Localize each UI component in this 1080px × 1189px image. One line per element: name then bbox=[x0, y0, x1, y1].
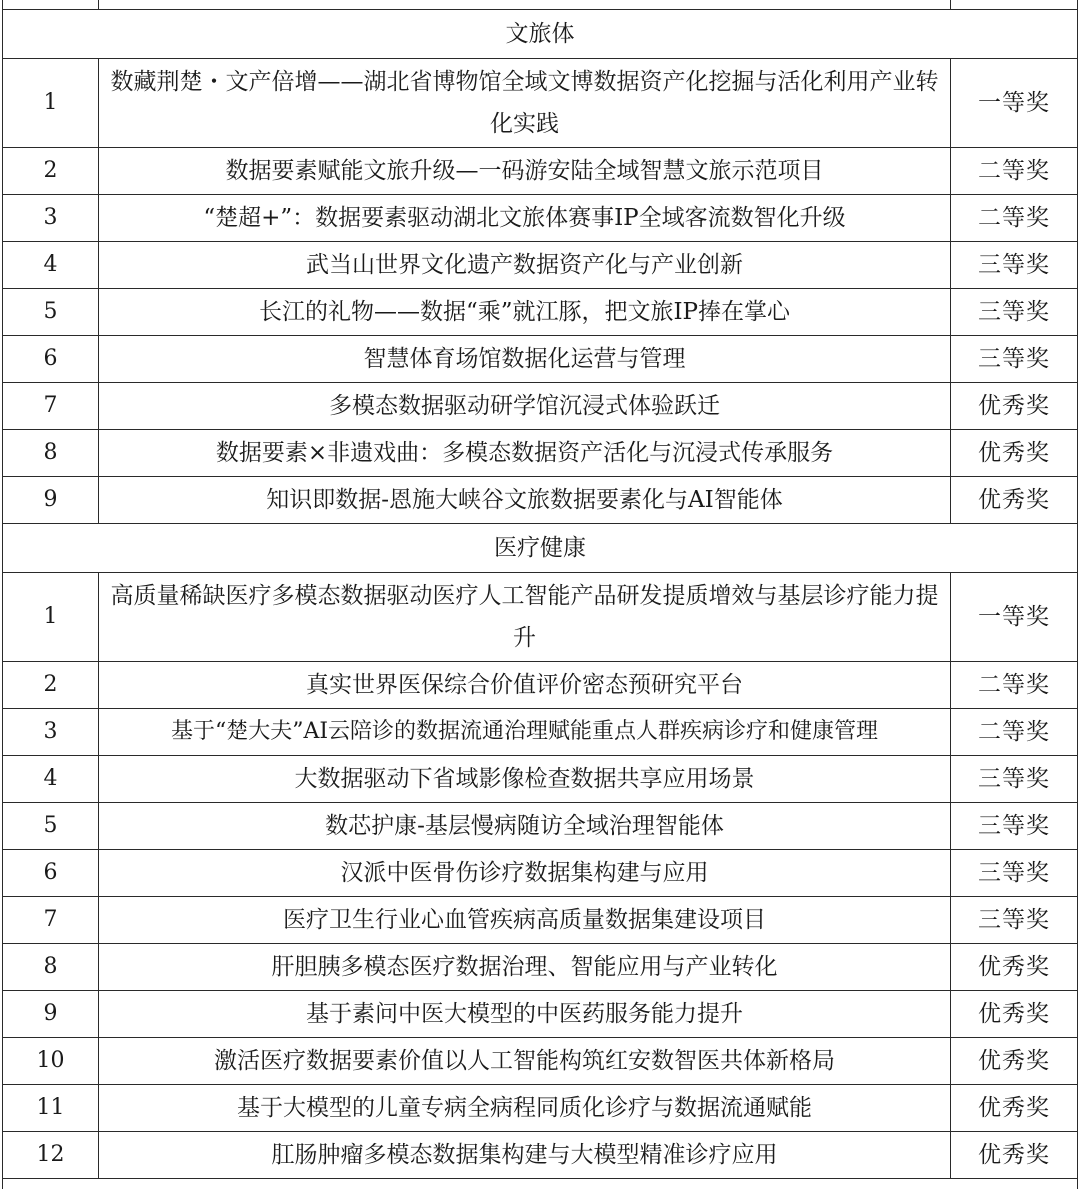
row-index: 2 bbox=[3, 148, 99, 195]
row-index: 5 bbox=[3, 803, 99, 850]
row-index: 9 bbox=[3, 477, 99, 524]
project-name: 肝胆胰多模态医疗数据治理、智能应用与产业转化 bbox=[99, 944, 951, 991]
award-level: 三等奖 bbox=[951, 803, 1078, 850]
award-level: 优秀奖 bbox=[951, 1085, 1078, 1132]
project-name: 肛肠肿瘤多模态数据集构建与大模型精准诊疗应用 bbox=[99, 1132, 951, 1179]
edge-cell bbox=[3, 0, 99, 10]
project-name: 多模态数据驱动研学馆沉浸式体验跃迁 bbox=[99, 383, 951, 430]
section-title: 文旅体 bbox=[3, 10, 1078, 59]
award-level: 二等奖 bbox=[951, 709, 1078, 756]
award-level: 优秀奖 bbox=[951, 1038, 1078, 1085]
award-level: 二等奖 bbox=[951, 148, 1078, 195]
table-row bbox=[3, 195, 1078, 242]
award-level: 一等奖 bbox=[951, 59, 1078, 148]
project-name: 数藏荆楚・文产倍增——湖北省博物馆全域文博数据资产化挖掘与活化利用产业转化实践 bbox=[99, 59, 951, 148]
section-title: 医疗健康 bbox=[3, 524, 1078, 573]
award-level: 三等奖 bbox=[951, 336, 1078, 383]
row-index: 3 bbox=[3, 195, 99, 242]
row-index: 1 bbox=[3, 573, 99, 662]
table-bottom-edge bbox=[3, 1179, 1078, 1189]
row-index: 1 bbox=[3, 59, 99, 148]
project-name: 武当山世界文化遗产数据资产化与产业创新 bbox=[99, 242, 951, 289]
project-name: 基于素问中医大模型的中医药服务能力提升 bbox=[99, 991, 951, 1038]
award-level: 优秀奖 bbox=[951, 430, 1078, 477]
project-name: 基于“楚大夫”AI云陪诊的数据流通治理赋能重点人群疾病诊疗和健康管理 bbox=[99, 709, 951, 756]
row-index: 2 bbox=[3, 662, 99, 709]
award-level: 优秀奖 bbox=[951, 991, 1078, 1038]
row-index: 8 bbox=[3, 944, 99, 991]
row-index: 7 bbox=[3, 383, 99, 430]
project-name: 知识即数据-恩施大峡谷文旅数据要素化与AI智能体 bbox=[99, 477, 951, 524]
table-row bbox=[3, 477, 1078, 524]
row-index: 4 bbox=[3, 756, 99, 803]
row-index: 10 bbox=[3, 1038, 99, 1085]
row-index: 4 bbox=[3, 242, 99, 289]
award-level: 优秀奖 bbox=[951, 383, 1078, 430]
project-name: 智慧体育场馆数据化运营与管理 bbox=[99, 336, 951, 383]
award-level: 一等奖 bbox=[951, 573, 1078, 662]
table-row bbox=[3, 1132, 1078, 1179]
award-level: 优秀奖 bbox=[951, 477, 1078, 524]
project-name: 激活医疗数据要素价值以人工智能构筑红安数智医共体新格局 bbox=[99, 1038, 951, 1085]
project-name: 真实世界医保综合价值评价密态预研究平台 bbox=[99, 662, 951, 709]
table-row bbox=[3, 430, 1078, 477]
table-row bbox=[3, 662, 1078, 709]
row-index: 9 bbox=[3, 991, 99, 1038]
table-row bbox=[3, 944, 1078, 991]
table-row bbox=[3, 991, 1078, 1038]
table-row bbox=[3, 850, 1078, 897]
project-name: 汉派中医骨伤诊疗数据集构建与应用 bbox=[99, 850, 951, 897]
table-row bbox=[3, 803, 1078, 850]
award-level: 优秀奖 bbox=[951, 1132, 1078, 1179]
table-row bbox=[3, 709, 1078, 756]
project-name: 医疗卫生行业心血管疾病高质量数据集建设项目 bbox=[99, 897, 951, 944]
table-row bbox=[3, 242, 1078, 289]
award-level: 优秀奖 bbox=[951, 944, 1078, 991]
award-table bbox=[2, 0, 1078, 1189]
award-level: 三等奖 bbox=[951, 897, 1078, 944]
section-header-row bbox=[3, 524, 1078, 573]
table-row bbox=[3, 336, 1078, 383]
edge-cell bbox=[99, 0, 951, 10]
row-index: 11 bbox=[3, 1085, 99, 1132]
award-level: 三等奖 bbox=[951, 756, 1078, 803]
row-index: 6 bbox=[3, 850, 99, 897]
table-row bbox=[3, 383, 1078, 430]
award-level: 三等奖 bbox=[951, 242, 1078, 289]
row-index: 6 bbox=[3, 336, 99, 383]
project-name: 高质量稀缺医疗多模态数据驱动医疗人工智能产品研发提质增效与基层诊疗能力提升 bbox=[99, 573, 951, 662]
project-name: 数据要素赋能文旅升级—一码游安陆全域智慧文旅示范项目 bbox=[99, 148, 951, 195]
project-name: 长江的礼物——数据“乘”就江豚，把文旅IP捧在掌心 bbox=[99, 289, 951, 336]
row-index: 8 bbox=[3, 430, 99, 477]
section-header-row bbox=[3, 10, 1078, 59]
row-index: 7 bbox=[3, 897, 99, 944]
project-name: 数芯护康-基层慢病随访全域治理智能体 bbox=[99, 803, 951, 850]
edge-cell bbox=[951, 0, 1078, 10]
table-row bbox=[3, 59, 1078, 148]
project-name: 数据要素×非遗戏曲：多模态数据资产活化与沉浸式传承服务 bbox=[99, 430, 951, 477]
project-name: “楚超+”：数据要素驱动湖北文旅体赛事IP全域客流数智化升级 bbox=[99, 195, 951, 242]
table-row bbox=[3, 897, 1078, 944]
table-row bbox=[3, 1038, 1078, 1085]
project-name: 基于大模型的儿童专病全病程同质化诊疗与数据流通赋能 bbox=[99, 1085, 951, 1132]
award-level: 三等奖 bbox=[951, 289, 1078, 336]
table-row bbox=[3, 573, 1078, 662]
row-index: 3 bbox=[3, 709, 99, 756]
table-row bbox=[3, 289, 1078, 336]
award-level: 三等奖 bbox=[951, 850, 1078, 897]
project-name: 大数据驱动下省域影像检查数据共享应用场景 bbox=[99, 756, 951, 803]
edge-cell bbox=[3, 1179, 1078, 1189]
row-index: 12 bbox=[3, 1132, 99, 1179]
award-level: 二等奖 bbox=[951, 195, 1078, 242]
table-top-edge bbox=[3, 0, 1078, 10]
row-index: 5 bbox=[3, 289, 99, 336]
award-level: 二等奖 bbox=[951, 662, 1078, 709]
table-row bbox=[3, 148, 1078, 195]
table-row bbox=[3, 1085, 1078, 1132]
table-row bbox=[3, 756, 1078, 803]
